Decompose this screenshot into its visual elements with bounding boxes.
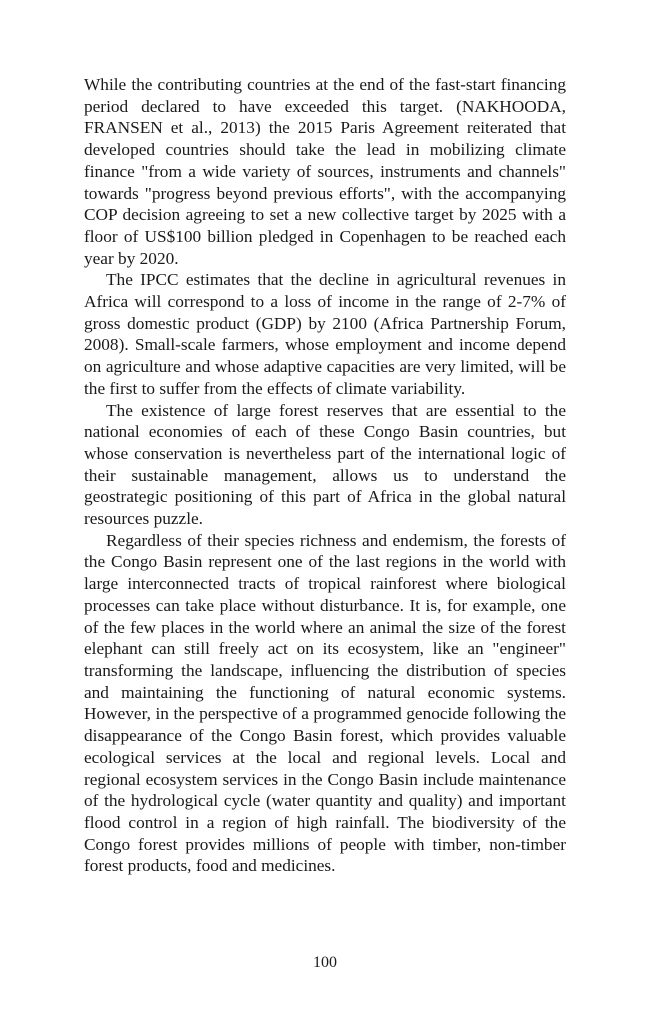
paragraph-forest-reserves: The existence of large forest reserves that are essential to the national economies of each of these Congo Basin countries, but whose conservation is nevertheless part of the international logic of their sustainable management, allows us to understand the geostrategic positioning of this part of Africa in the global natural resources puzzle. bbox=[84, 400, 566, 529]
paragraph-congo-biodiversity: Regardless of their species richness and endemism, the forests of the Congo Basin represent one of the last regions in the world with large interconnected tracts of tropical rainforest where biological processes can take place without disturbance. It is, for example, one of the few places in the world where an animal the size of the forest elephant can still freely act on its ecosystem, like an "engineer" transforming the landscape, influencing the distribution of species and maintaining the functioning of natural economic systems. However, in the perspective of a programmed genocide following the disappearance of the Congo Basin forest, which provides valuable ecological services at the local and regional levels. Local and regional ecosystem services in the Congo Basin include maintenance of the hydrological cycle (water quantity and quality) and important flood control in a region of high rainfall. The biodiversity of the Congo forest provides millions of people with timber, non-timber forest products, food and medicines. bbox=[84, 530, 566, 876]
paragraph-ipcc-estimates: The IPCC estimates that the decline in agricultural revenues in Africa will correspond to a loss of income in the range of 2-7% of gross domestic product (GDP) by 2100 (Africa Partnership Forum, 2008). Small-scale farmers, whose employment and income depend on agriculture and whose adaptive capacities are very limited, will be the first to suffer from the effects of climate variability. bbox=[84, 270, 566, 398]
page-number: 100 bbox=[313, 954, 337, 971]
page-body bbox=[84, 74, 566, 877]
paragraph-climate-finance: While the contributing countries at the end of the fast-start financing period declared to have exceeded this target. (NAKHOODA, FRANSEN et al., 2013) the 2015 Paris Agreement reiterated that developed countries should take the lead in mobilizing climate finance "from a wide variety of sources, instruments and channels" towards "progress beyond previous efforts", with the accompanying COP decision agreeing to set a new collective target by 2025 with a floor of US$100 billion pledged in Copenhagen to be reached each year by 2020. bbox=[84, 75, 566, 268]
